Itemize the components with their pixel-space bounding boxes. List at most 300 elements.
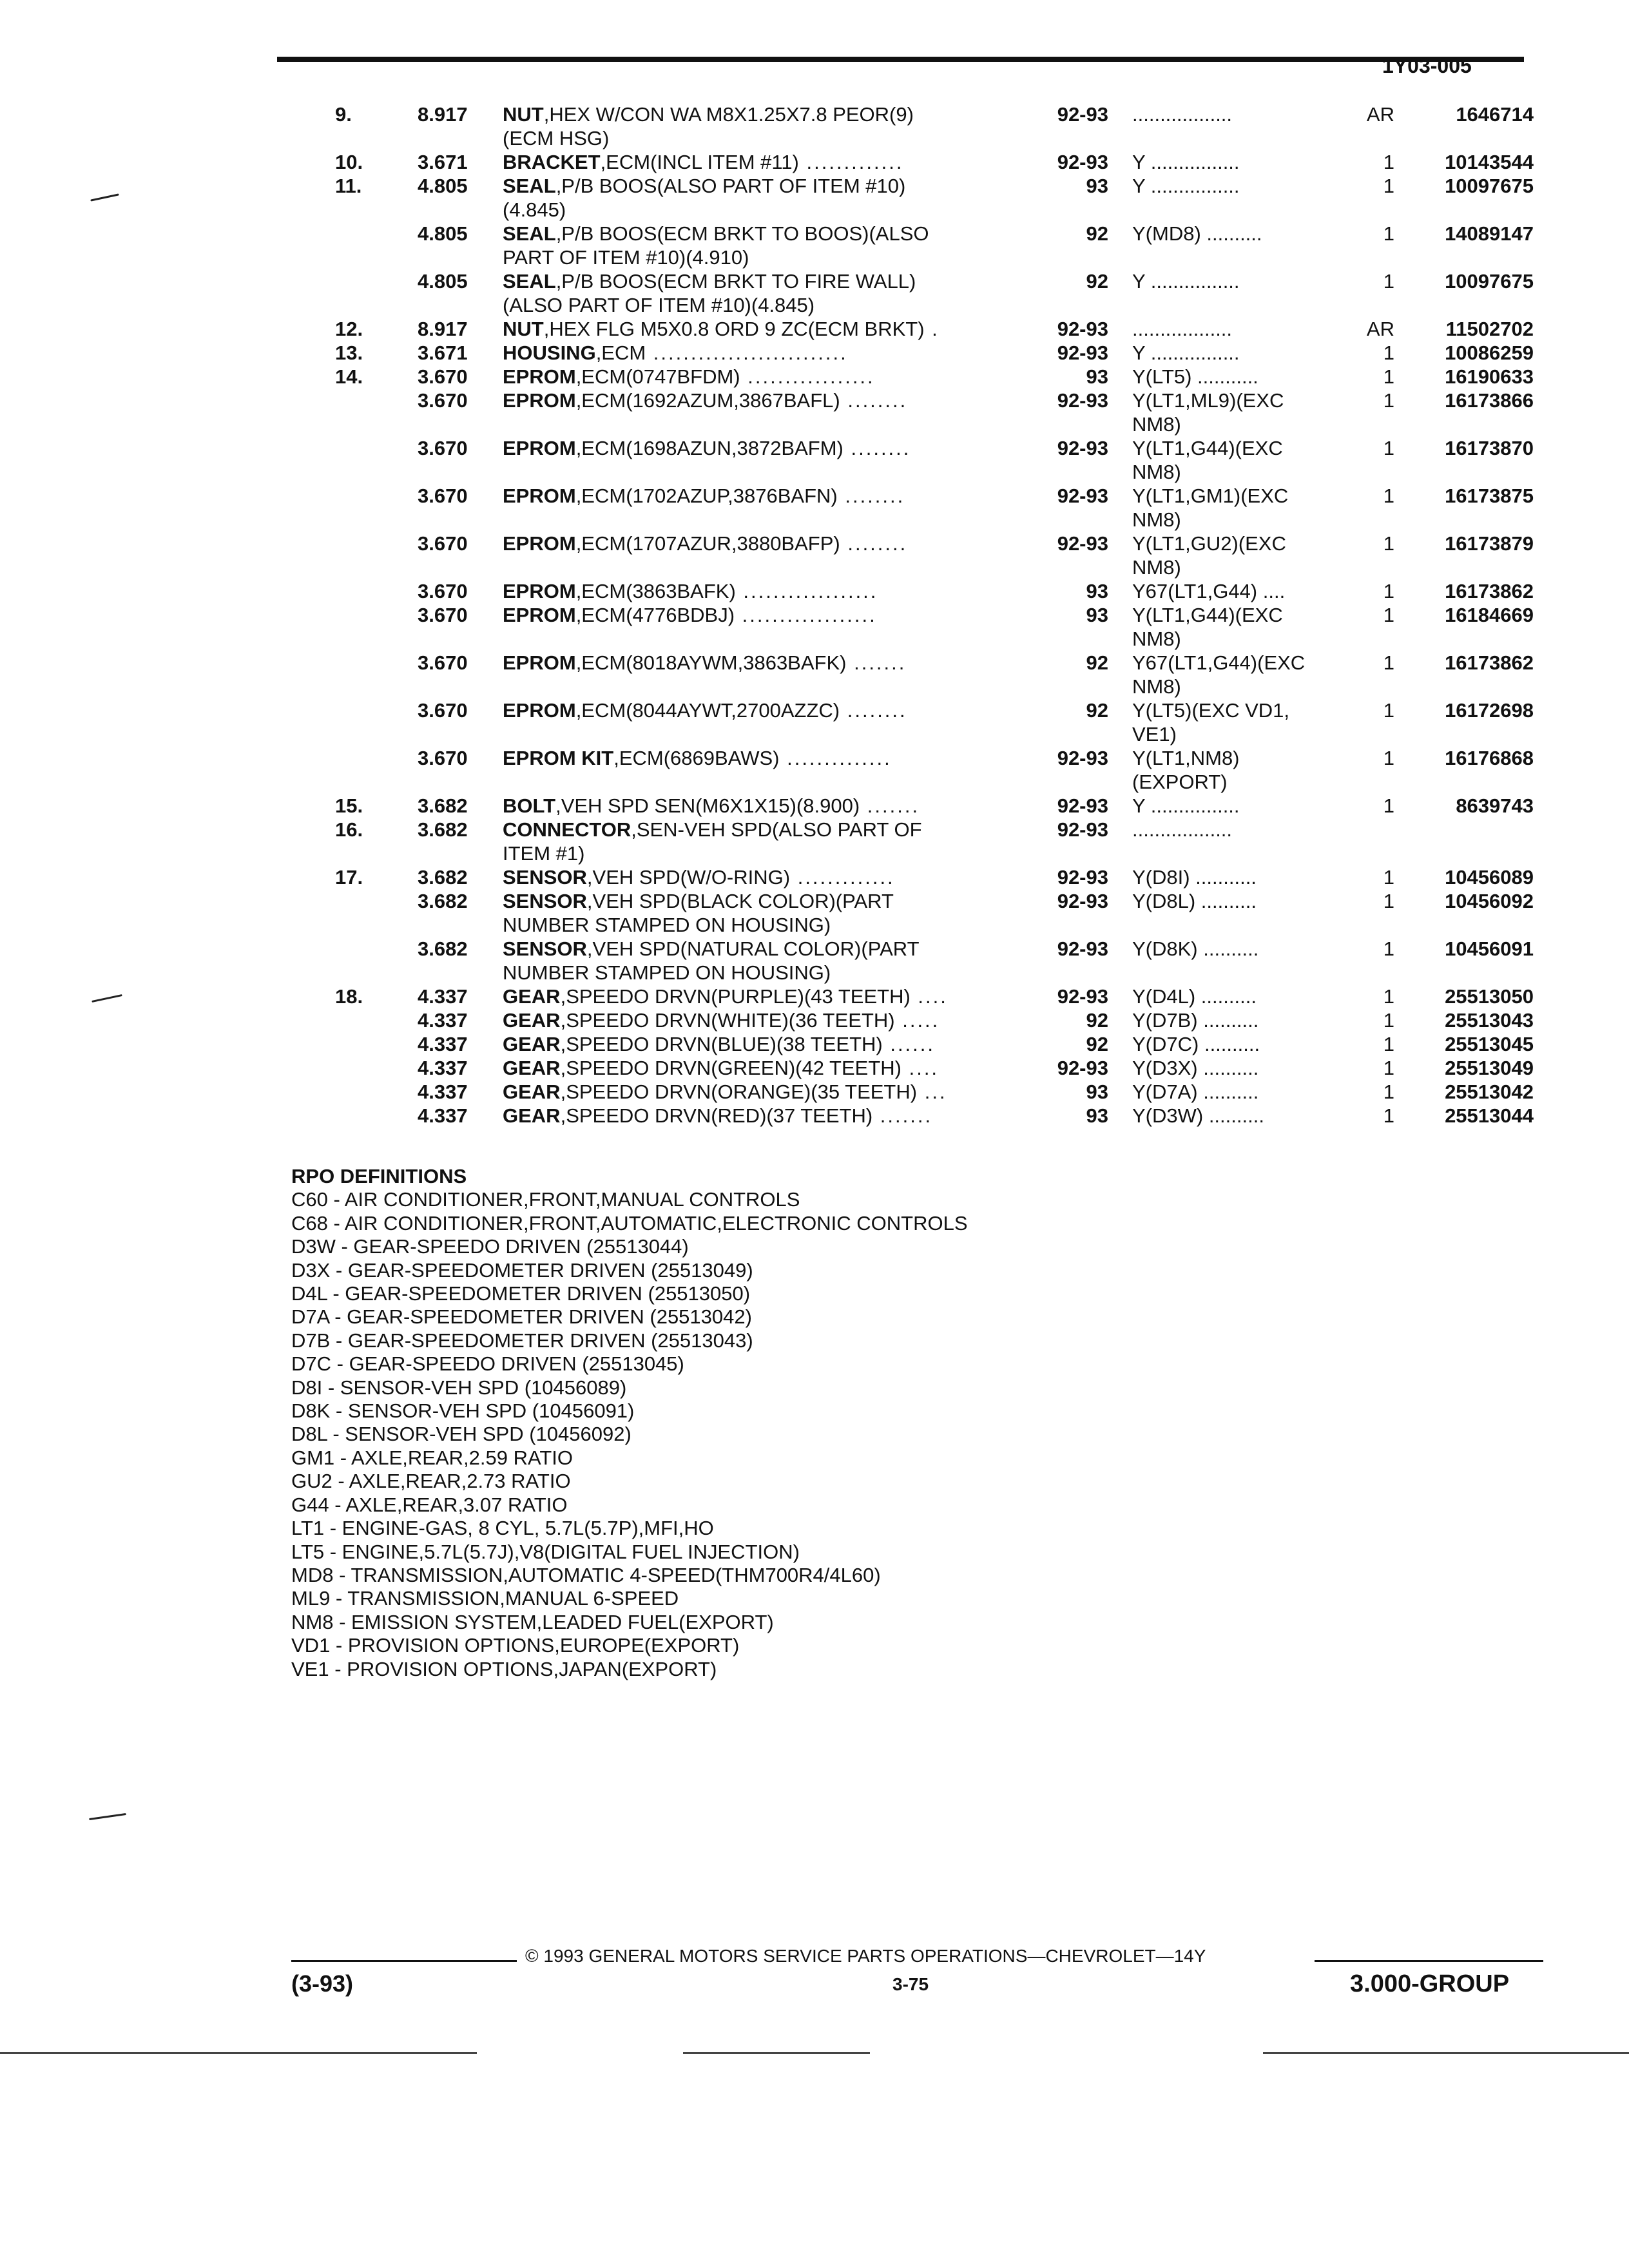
model-years: 92-93 <box>1057 485 1108 507</box>
usage-code: NM8) <box>1132 628 1181 650</box>
part-detail: ,ECM(INCL ITEM #11) <box>600 151 799 173</box>
part-name: EPROM <box>503 437 576 459</box>
quantity: 1 <box>1383 389 1394 412</box>
part-description <box>503 1033 1031 1056</box>
part-description <box>503 747 1031 770</box>
parts-row <box>0 103 1629 127</box>
parts-row <box>0 1104 1629 1128</box>
group-number: 3.671 <box>418 341 468 364</box>
usage-code: Y(D3W) .......... <box>1132 1104 1264 1127</box>
quantity: 1 <box>1383 175 1394 197</box>
quantity: 1 <box>1383 365 1394 388</box>
rpo-item: GM1 - AXLE,REAR,2.59 RATIO <box>291 1446 574 1469</box>
part-description <box>503 198 1031 222</box>
model-years: 92-93 <box>1057 890 1108 912</box>
part-name: NUT <box>503 103 544 126</box>
quantity: 1 <box>1383 1009 1394 1032</box>
footer-rule-right <box>1315 1960 1543 1962</box>
part-detail: ,SPEEDO DRVN(RED)(37 TEETH) <box>560 1104 873 1127</box>
part-description <box>503 175 1031 198</box>
group-number: 3.670 <box>418 365 468 388</box>
item-number: 18. <box>335 985 363 1008</box>
leader-dots: .................. <box>735 604 877 626</box>
parts-row <box>0 866 1629 890</box>
parts-row-continuation <box>0 628 1629 651</box>
rpo-item: VD1 - PROVISION OPTIONS,EUROPE(EXPORT) <box>291 1634 740 1657</box>
quantity: 1 <box>1383 341 1394 364</box>
rpo-item: D7A - GEAR-SPEEDOMETER DRIVEN (25513042) <box>291 1305 752 1329</box>
group-number: 3.682 <box>418 818 468 841</box>
rpo-item: C68 - AIR CONDITIONER,FRONT,AUTOMATIC,ELECTRONIC CONTROLS <box>291 1211 968 1235</box>
part-detail: ,P/B BOOS(ALSO PART OF ITEM #10) <box>555 175 906 197</box>
model-years: 92 <box>1086 1009 1108 1032</box>
header-rule <box>277 57 1524 62</box>
model-years: 92 <box>1086 699 1108 722</box>
quantity: AR <box>1366 103 1394 126</box>
rpo-title: RPO DEFINITIONS <box>291 1165 467 1187</box>
leader-dots: ........ <box>837 485 905 507</box>
usage-code: Y(D8I) ........... <box>1132 866 1257 889</box>
rpo-item: D3W - GEAR-SPEEDO DRIVEN (25513044) <box>291 1235 689 1258</box>
part-description <box>503 651 1031 675</box>
part-detail: ,ECM(3863BAFK) <box>575 580 736 602</box>
group-number: 4.337 <box>418 1104 468 1127</box>
usage-code: NM8) <box>1132 508 1181 531</box>
part-name: BRACKET <box>503 151 601 173</box>
part-detail: ,ECM(6869BAWS) <box>613 747 780 769</box>
parts-row <box>0 985 1629 1009</box>
parts-row-continuation <box>0 556 1629 580</box>
part-detail: (ECM HSG) <box>503 127 610 149</box>
part-detail: ,HEX FLG M5X0.8 ORD 9 ZC(ECM BRKT) <box>543 318 925 340</box>
parts-row <box>0 1081 1629 1104</box>
quantity: 1 <box>1383 1104 1394 1127</box>
part-name: EPROM <box>503 485 576 507</box>
part-detail: NUMBER STAMPED ON HOUSING) <box>503 961 831 984</box>
usage-code: Y(D8K) .......... <box>1132 937 1259 960</box>
group-label: 3.000-GROUP <box>1350 1970 1510 1997</box>
group-number: 3.670 <box>418 747 468 769</box>
rpo-item: D8K - SENSOR-VEH SPD (10456091) <box>291 1399 635 1423</box>
rpo-item: D8L - SENSOR-VEH SPD (10456092) <box>291 1423 631 1446</box>
quantity: 1 <box>1383 890 1394 912</box>
parts-row <box>0 818 1629 842</box>
group-number: 4.805 <box>418 175 468 197</box>
parts-row <box>0 1057 1629 1081</box>
group-number: 3.670 <box>418 389 468 412</box>
rpo-item: VE1 - PROVISION OPTIONS,JAPAN(EXPORT) <box>291 1657 717 1680</box>
scan-rule <box>0 2052 477 2054</box>
usage-code: Y67(LT1,G44)(EXC <box>1132 651 1306 674</box>
parts-row <box>0 532 1629 556</box>
part-description <box>503 1057 1031 1080</box>
group-number: 8.917 <box>418 318 468 340</box>
group-number: 3.670 <box>418 532 468 555</box>
quantity: 1 <box>1383 1081 1394 1103</box>
group-number: 3.670 <box>418 651 468 674</box>
part-detail: ,ECM(1698AZUN,3872BAFM) <box>575 437 843 459</box>
part-detail: (ALSO PART OF ITEM #10)(4.845) <box>503 294 815 316</box>
part-description <box>503 794 1031 818</box>
quantity: 1 <box>1383 151 1394 173</box>
group-number: 3.670 <box>418 580 468 602</box>
leader-dots: ....... <box>846 651 907 674</box>
quantity: 1 <box>1383 866 1394 889</box>
quantity: 1 <box>1383 532 1394 555</box>
quantity: 1 <box>1383 1057 1394 1079</box>
usage-code: Y(LT1,GM1)(EXC <box>1132 485 1289 507</box>
part-description <box>503 318 1031 341</box>
parts-row <box>0 270 1629 294</box>
part-description <box>503 961 1031 985</box>
group-number: 4.337 <box>418 1057 468 1079</box>
parts-row <box>0 1033 1629 1057</box>
leader-dots: .................. <box>735 580 878 602</box>
rpo-definitions <box>291 1165 968 1681</box>
part-number: 11502702 <box>1445 318 1534 340</box>
model-years: 93 <box>1086 580 1108 602</box>
leader-dots: ........ <box>840 699 907 722</box>
parts-row-continuation <box>0 961 1629 985</box>
group-number: 3.671 <box>418 151 468 173</box>
leader-dots: ........ <box>840 389 908 412</box>
parts-row <box>0 151 1629 175</box>
part-number: 16173862 <box>1445 580 1534 602</box>
part-description <box>503 270 1031 293</box>
part-number: 25513042 <box>1445 1081 1534 1103</box>
model-years: 92-93 <box>1057 318 1108 340</box>
scan-mark <box>89 1813 126 1820</box>
part-number: 16173870 <box>1445 437 1534 459</box>
usage-code: Y ................ <box>1132 175 1240 197</box>
rpo-item: GU2 - AXLE,REAR,2.73 RATIO <box>291 1470 571 1493</box>
part-detail: ,VEH SPD(W/O-RING) <box>586 866 791 889</box>
rpo-list <box>291 1188 968 1681</box>
parts-row-continuation <box>0 723 1629 747</box>
part-number: 16173866 <box>1445 389 1534 412</box>
part-number: 16184669 <box>1445 604 1534 626</box>
parts-row-continuation <box>0 675 1629 699</box>
part-description <box>503 937 1031 961</box>
quantity: 1 <box>1383 485 1394 507</box>
parts-row <box>0 437 1629 461</box>
part-name: EPROM <box>503 532 576 555</box>
part-number: 25513045 <box>1445 1033 1534 1055</box>
usage-code: NM8) <box>1132 556 1181 579</box>
part-name: EPROM KIT <box>503 747 614 769</box>
usage-code: Y(LT1,G44)(EXC <box>1132 437 1283 459</box>
part-number: 25513050 <box>1445 985 1534 1008</box>
part-name: EPROM <box>503 699 576 722</box>
part-detail: ,SPEEDO DRVN(WHITE)(36 TEETH) <box>560 1009 895 1032</box>
part-detail: ,P/B BOOS(ECM BRKT TO BOOS)(ALSO <box>555 222 929 245</box>
part-description <box>503 1009 1031 1032</box>
parts-row <box>0 175 1629 198</box>
parts-row <box>0 699 1629 723</box>
part-description <box>503 604 1031 627</box>
part-number: 16176868 <box>1445 747 1534 769</box>
part-detail: ,ECM(1702AZUP,3876BAFN) <box>575 485 838 507</box>
part-description <box>503 341 1031 365</box>
part-detail: ITEM #1) <box>503 842 585 865</box>
part-detail: ,ECM <box>595 341 646 364</box>
rpo-item: D4L - GEAR-SPEEDOMETER DRIVEN (25513050) <box>291 1282 751 1305</box>
group-number: 8.917 <box>418 103 468 126</box>
part-description <box>503 1104 1031 1128</box>
part-detail: ,SEN-VEH SPD(ALSO PART OF <box>631 818 922 841</box>
item-number: 11. <box>335 175 362 197</box>
part-name: SENSOR <box>503 866 587 889</box>
quantity: 1 <box>1383 794 1394 817</box>
parts-row <box>0 222 1629 246</box>
model-years: 92-93 <box>1057 341 1108 364</box>
model-years: 92-93 <box>1057 103 1108 126</box>
usage-code: Y ................ <box>1132 341 1240 364</box>
part-name: GEAR <box>503 1033 561 1055</box>
footer-rule-left <box>291 1960 517 1962</box>
quantity: 1 <box>1383 699 1394 722</box>
model-years: 93 <box>1086 175 1108 197</box>
scan-rule <box>1263 2052 1629 2054</box>
item-number: 16. <box>335 818 363 841</box>
part-number: 14089147 <box>1445 222 1534 245</box>
group-number: 3.670 <box>418 485 468 507</box>
quantity: 1 <box>1383 651 1394 674</box>
part-number: 25513044 <box>1445 1104 1534 1127</box>
group-number: 4.337 <box>418 985 468 1008</box>
model-years: 92-93 <box>1057 151 1108 173</box>
part-number: 10143544 <box>1445 151 1534 173</box>
parts-row <box>0 1009 1629 1033</box>
part-description <box>503 818 1031 841</box>
item-number: 10. <box>335 151 363 173</box>
usage-code: Y(D3X) .......... <box>1132 1057 1259 1079</box>
model-years: 92-93 <box>1057 818 1108 841</box>
leader-dots: ....... <box>872 1104 933 1127</box>
part-description <box>503 127 1031 150</box>
rpo-item: D7C - GEAR-SPEEDO DRIVEN (25513045) <box>291 1352 684 1376</box>
model-years: 92-93 <box>1057 532 1108 555</box>
rpo-item: C60 - AIR CONDITIONER,FRONT,MANUAL CONTROLS <box>291 1188 800 1211</box>
group-number: 4.337 <box>418 1081 468 1103</box>
part-description <box>503 866 1031 889</box>
usage-code: Y(D7B) .......... <box>1132 1009 1259 1032</box>
model-years: 92-93 <box>1057 437 1108 459</box>
part-number: 10456092 <box>1445 890 1534 912</box>
parts-row-continuation <box>0 842 1629 866</box>
quantity: 1 <box>1383 270 1394 293</box>
usage-code: Y(D4L) .......... <box>1132 985 1257 1008</box>
part-description <box>503 103 1031 126</box>
part-name: HOUSING <box>503 341 596 364</box>
quantity: 1 <box>1383 1033 1394 1055</box>
part-detail: ,SPEEDO DRVN(PURPLE)(43 TEETH) <box>560 985 911 1008</box>
rpo-item: LT1 - ENGINE-GAS, 8 CYL, 5.7L(5.7P),MFI,HO <box>291 1517 714 1540</box>
leader-dots: ............. <box>798 151 904 173</box>
part-detail: ,ECM(4776BDBJ) <box>575 604 735 626</box>
parts-row <box>0 794 1629 818</box>
part-number: 10456091 <box>1445 937 1534 960</box>
part-number: 16173879 <box>1445 532 1534 555</box>
quantity: 1 <box>1383 222 1394 245</box>
item-number: 15. <box>335 794 363 817</box>
part-description <box>503 699 1031 722</box>
part-number: 10086259 <box>1445 341 1534 364</box>
group-number: 3.670 <box>418 437 468 459</box>
part-description <box>503 985 1031 1008</box>
part-number: 10097675 <box>1445 270 1534 293</box>
item-number: 14. <box>335 365 363 388</box>
part-number: 16173862 <box>1445 651 1534 674</box>
part-detail: (4.845) <box>503 198 566 221</box>
part-name: EPROM <box>503 365 576 388</box>
leader-dots: ..... <box>894 1009 940 1032</box>
group-number: 3.670 <box>418 604 468 626</box>
part-detail: ,SPEEDO DRVN(GREEN)(42 TEETH) <box>560 1057 901 1079</box>
group-number: 4.337 <box>418 1009 468 1032</box>
model-years: 92-93 <box>1057 747 1108 769</box>
item-number: 9. <box>335 103 352 126</box>
rpo-item: ML9 - TRANSMISSION,MANUAL 6-SPEED <box>291 1587 679 1610</box>
usage-code: Y(LT1,ML9)(EXC <box>1132 389 1284 412</box>
parts-row <box>0 580 1629 604</box>
part-detail: ,HEX W/CON WA M8X1.25X7.8 PEOR(9) <box>543 103 914 126</box>
model-years: 92 <box>1086 651 1108 674</box>
copyright-text: © 1993 GENERAL MOTORS SERVICE PARTS OPERATIONS—CHEVROLET—14Y <box>525 1946 1206 1966</box>
model-years: 92-93 <box>1057 985 1108 1008</box>
parts-row <box>0 651 1629 675</box>
rpo-item: G44 - AXLE,REAR,3.07 RATIO <box>291 1493 568 1516</box>
leader-dots: ........ <box>843 437 911 459</box>
leader-dots: ....... <box>860 794 920 817</box>
parts-row <box>0 485 1629 508</box>
parts-row <box>0 747 1629 771</box>
rpo-item: NM8 - EMISSION SYSTEM,LEADED FUEL(EXPORT) <box>291 1610 774 1633</box>
part-name: EPROM <box>503 389 576 412</box>
leader-dots: .... <box>901 1057 940 1079</box>
rpo-item: D7B - GEAR-SPEEDOMETER DRIVEN (25513043) <box>291 1329 753 1352</box>
part-name: GEAR <box>503 1081 561 1103</box>
usage-code: NM8) <box>1132 675 1181 698</box>
leader-dots: ... <box>917 1081 947 1103</box>
part-description <box>503 580 1031 603</box>
group-number: 3.682 <box>418 866 468 889</box>
parts-row <box>0 604 1629 628</box>
part-description <box>503 365 1031 389</box>
rpo-item: MD8 - TRANSMISSION,AUTOMATIC 4-SPEED(THM700R4/4L60) <box>291 1563 881 1586</box>
model-years: 92-93 <box>1057 389 1108 412</box>
usage-code: Y(D7A) .......... <box>1132 1081 1259 1103</box>
part-number: 16190633 <box>1445 365 1534 388</box>
usage-code: (EXPORT) <box>1132 771 1228 793</box>
part-number: 1646714 <box>1456 103 1534 126</box>
leader-dots: ........ <box>840 532 908 555</box>
leader-dots: . <box>924 318 940 340</box>
usage-code: Y(LT1,GU2)(EXC <box>1132 532 1286 555</box>
part-name: CONNECTOR <box>503 818 631 841</box>
part-number: 10456089 <box>1445 866 1534 889</box>
leader-dots: .... <box>910 985 948 1008</box>
revision-date: (3-93) <box>291 1970 354 1997</box>
parts-row <box>0 937 1629 961</box>
group-number: 3.682 <box>418 794 468 817</box>
part-detail: ,SPEEDO DRVN(BLUE)(38 TEETH) <box>560 1033 883 1055</box>
part-name: SENSOR <box>503 890 587 912</box>
leader-dots: ...... <box>882 1033 936 1055</box>
item-number: 12. <box>335 318 363 340</box>
model-years: 92 <box>1086 270 1108 293</box>
rpo-item: D8I - SENSOR-VEH SPD (10456089) <box>291 1376 627 1399</box>
model-years: 93 <box>1086 1081 1108 1103</box>
part-number: 25513049 <box>1445 1057 1534 1079</box>
item-number: 13. <box>335 341 363 364</box>
scan-rule <box>683 2052 870 2054</box>
quantity: AR <box>1366 318 1394 340</box>
quantity: 1 <box>1383 747 1394 769</box>
part-detail: PART OF ITEM #10)(4.910) <box>503 246 749 269</box>
part-name: EPROM <box>503 580 576 602</box>
usage-code: .................. <box>1132 818 1233 841</box>
quantity: 1 <box>1383 985 1394 1008</box>
quantity: 1 <box>1383 437 1394 459</box>
leader-dots: ............. <box>790 866 895 889</box>
model-years: 92-93 <box>1057 794 1108 817</box>
usage-code: Y(LT1,G44)(EXC <box>1132 604 1283 626</box>
parts-row-continuation <box>0 246 1629 270</box>
parts-row-continuation <box>0 914 1629 937</box>
leader-dots: ................. <box>740 365 875 388</box>
usage-code: .................. <box>1132 318 1233 340</box>
leader-dots: .......................... <box>646 341 848 364</box>
page-number: 3-75 <box>892 1974 929 1994</box>
model-years: 92 <box>1086 222 1108 245</box>
parts-row-continuation <box>0 198 1629 222</box>
model-years: 92-93 <box>1057 866 1108 889</box>
quantity: 1 <box>1383 604 1394 626</box>
page-code: 1Y03-005 <box>1382 54 1472 77</box>
part-name: BOLT <box>503 794 556 817</box>
group-number: 3.670 <box>418 699 468 722</box>
part-name: EPROM <box>503 651 576 674</box>
part-detail: ,VEH SPD(NATURAL COLOR)(PART <box>586 937 920 960</box>
part-name: NUT <box>503 318 544 340</box>
usage-code: Y ................ <box>1132 794 1240 817</box>
parts-row-continuation <box>0 508 1629 532</box>
part-name: SEAL <box>503 175 556 197</box>
part-detail: ,VEH SPD(BLACK COLOR)(PART <box>586 890 894 912</box>
part-description <box>503 294 1031 317</box>
part-number: 16172698 <box>1445 699 1534 722</box>
part-name: EPROM <box>503 604 576 626</box>
usage-code: Y(LT1,NM8) <box>1132 747 1240 769</box>
part-number: 25513043 <box>1445 1009 1534 1032</box>
model-years: 92 <box>1086 1033 1108 1055</box>
part-name: SEAL <box>503 222 556 245</box>
parts-row <box>0 365 1629 389</box>
part-description <box>503 890 1031 913</box>
group-number: 4.337 <box>418 1033 468 1055</box>
parts-row-continuation <box>0 461 1629 485</box>
part-name: GEAR <box>503 1009 561 1032</box>
part-number: 8639743 <box>1456 794 1534 817</box>
part-name: GEAR <box>503 1104 561 1127</box>
part-number: 10097675 <box>1445 175 1534 197</box>
usage-code: Y(LT5)(EXC VD1, <box>1132 699 1290 722</box>
parts-row-continuation <box>0 127 1629 151</box>
rpo-item: D3X - GEAR-SPEEDOMETER DRIVEN (25513049) <box>291 1258 753 1282</box>
usage-code: Y(LT5) ........... <box>1132 365 1258 388</box>
usage-code: NM8) <box>1132 413 1181 436</box>
